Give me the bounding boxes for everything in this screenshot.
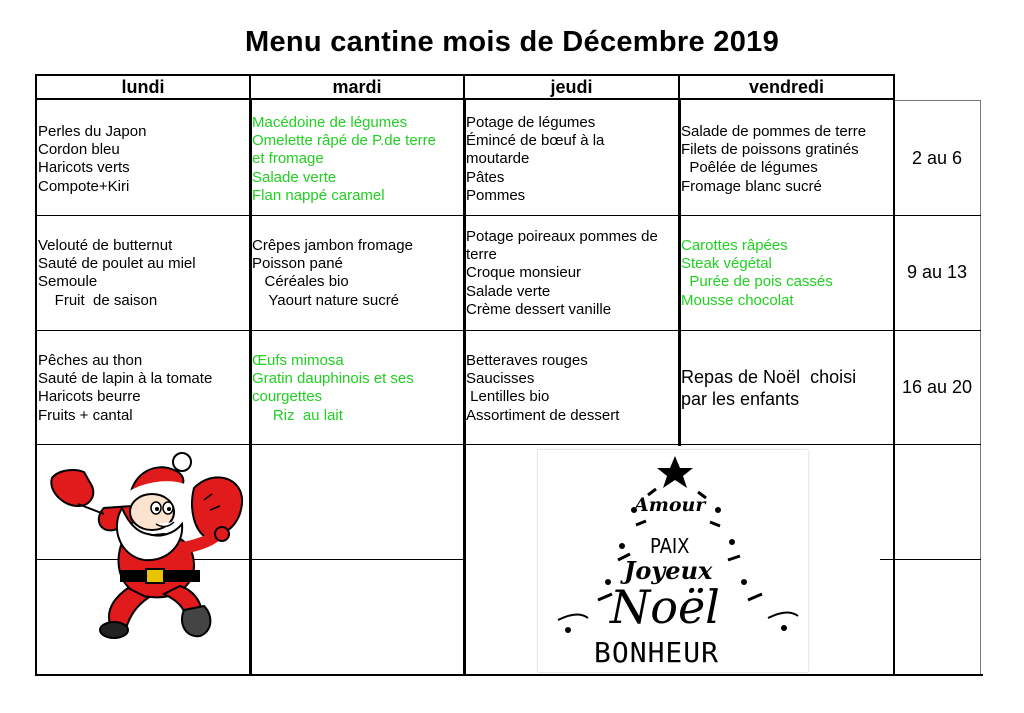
menu-mardi-week1: Macédoine de légumes Omelette râpé de P.de terre et fromage Salade verte Flan nappé caramel [252,114,436,204]
poster-word-bonheur: BONHEUR [594,636,720,669]
noel-poster [538,450,808,672]
header-lundi: lundi [35,74,251,100]
menu-jeudi-week1: Potage de légumes Émincé de bœuf à la moutarde Pâtes Pommes [466,114,605,204]
menu-jeudi-week2: Potage poireaux pommes de terre Croque monsieur Salade verte Crème dessert vanille [466,228,658,318]
week-label-2: 9 au 13 [906,262,968,282]
menu-lundi-week2: Velouté de butternut Sauté de poulet au miel Semoule Fruit de saison [38,237,196,309]
menu-vendredi-week2: Carottes râpées Steak végétal Purée de pois cassés Mousse chocolat [681,237,833,309]
week-label-3: 16 au 20 [901,377,973,397]
page-title: Menu cantine mois de Décembre 2019 [244,26,779,58]
menu-mardi-week2: Crêpes jambon fromage Poisson pané Céréales bio Yaourt nature sucré [252,237,413,309]
santa-illustration [44,448,250,640]
poster-word-paix: PAIX [650,534,690,558]
menu-lundi-week3: Pêches au thon Sauté de lapin à la tomate Haricots beurre Fruits + cantal [38,352,213,424]
menu-mardi-week3: Œufs mimosa Gratin dauphinois et ses courgettes Riz au lait [252,352,414,424]
week-label-1: 2 au 6 [911,148,963,168]
header-jeudi: jeudi [463,74,680,100]
menu-vendredi-week1: Salade de pommes de terre Filets de poissons gratinés Poêlée de légumes Fromage blanc sucré [681,123,867,195]
header-mardi: mardi [249,74,465,100]
poster-word-noel: Noël [610,580,720,634]
poster-word-joyeux: Joyeux [624,556,713,585]
menu-jeudi-week3: Betteraves rouges Saucisses Lentilles bio Assortiment de dessert [466,352,620,424]
menu-lundi-week1: Perles du Japon Cordon bleu Haricots verts Compote+Kiri [38,123,147,195]
header-vendredi: vendredi [678,74,895,100]
poster-word-amour: Amour [634,494,706,516]
menu-vendredi-week3: Repas de Noël choisi par les enfants [681,367,857,409]
